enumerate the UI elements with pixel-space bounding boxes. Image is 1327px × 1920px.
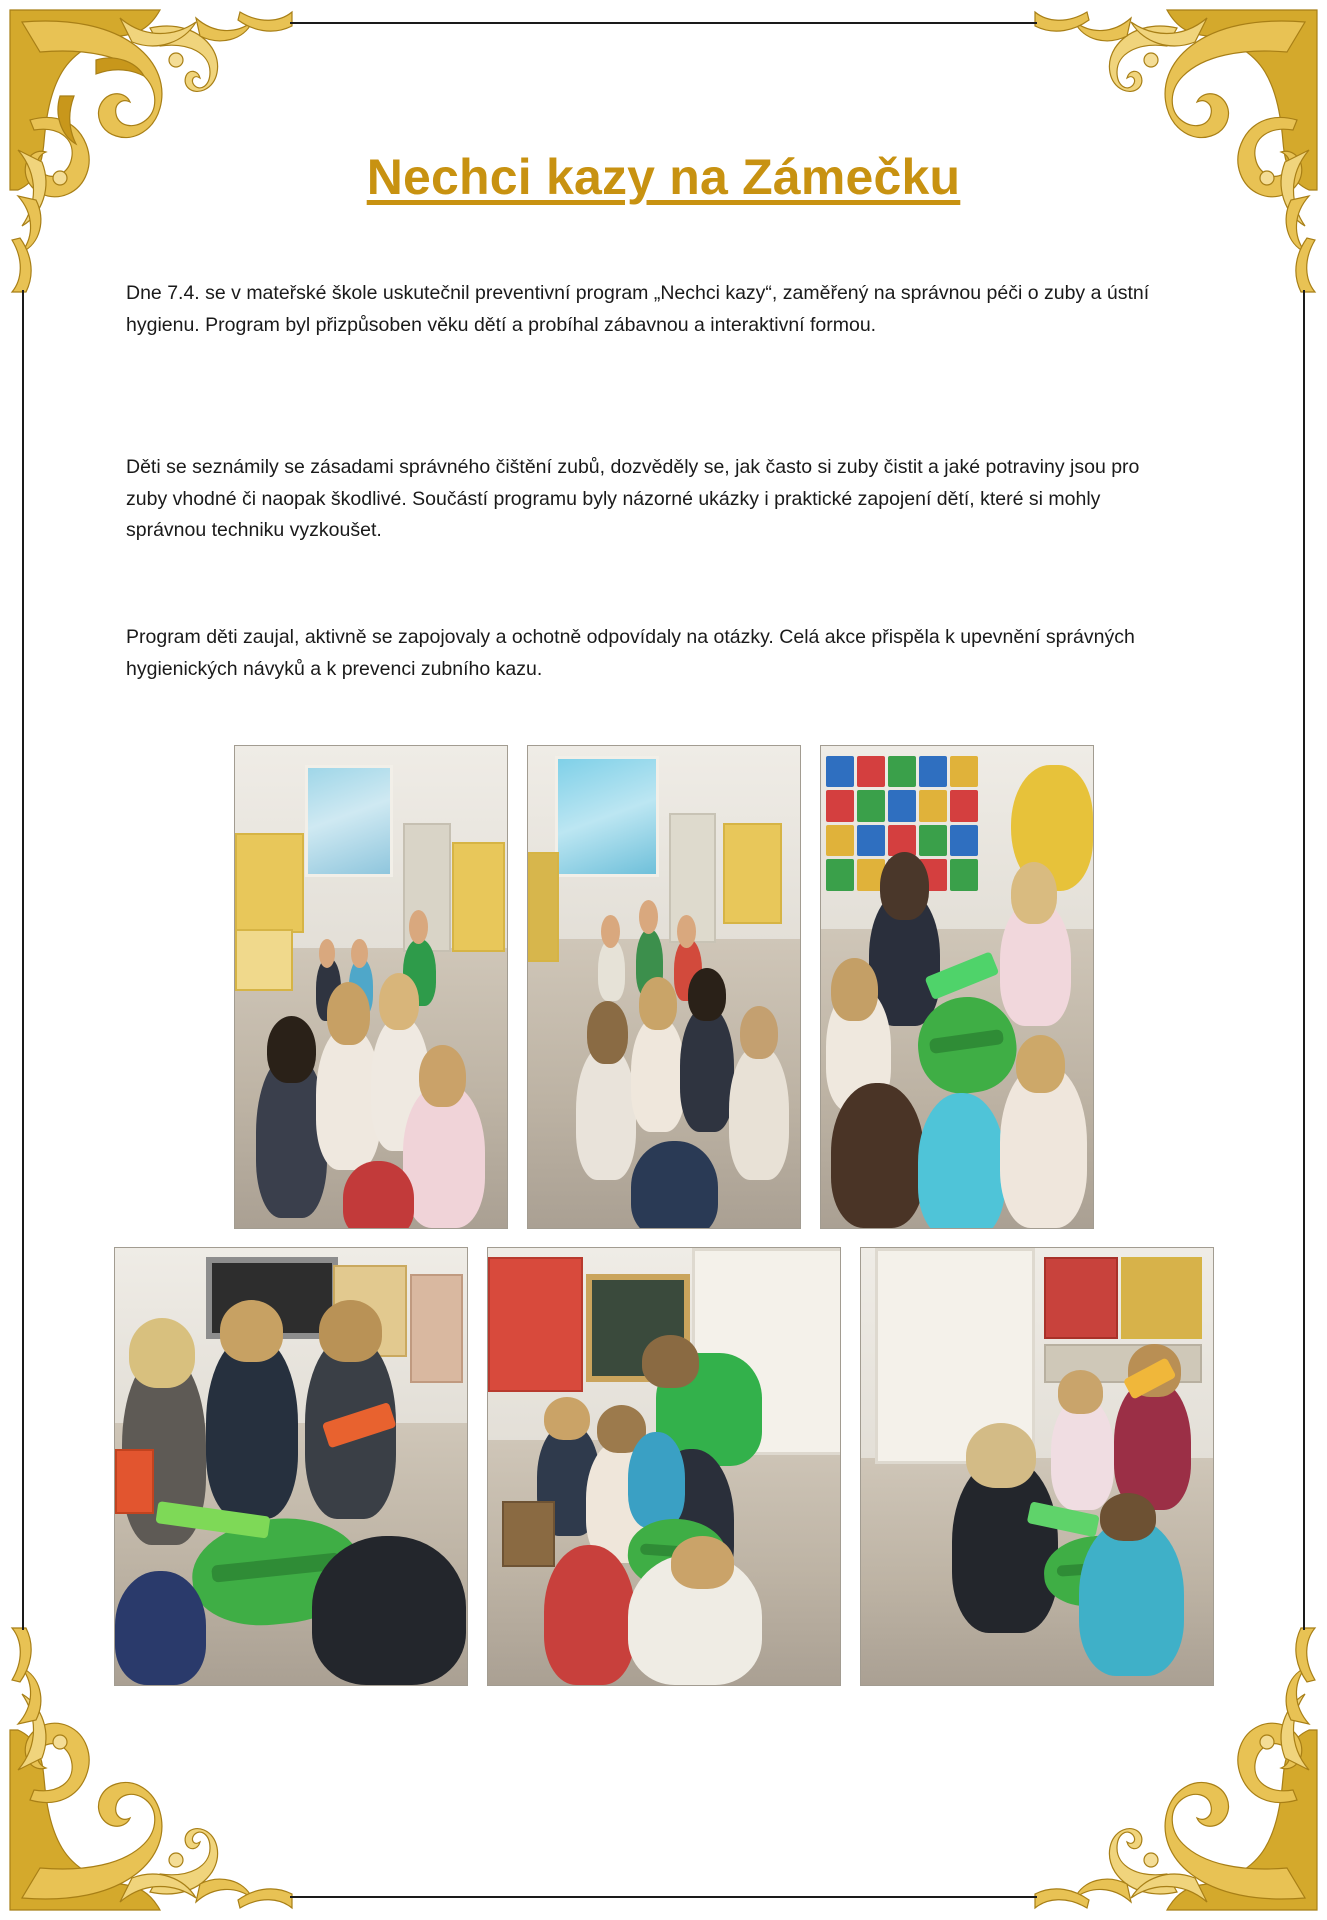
paragraph-intro: Dne 7.4. se v mateřské škole uskutečnil preventivní program „Nechci kazy“, zaměřený na správnou péči o zuby a ústní hygienu. Program byl přizpůsoben věku dětí a probíhal zábavnou a interaktivní formou. bbox=[126, 282, 1150, 336]
paragraph-summary: Program děti zaujal, aktivně se zapojovaly a ochotně odpovídaly na otázky. Celá akce přispěla k upevnění správných hygienických návyků a k prevenci zubního kazu. bbox=[126, 626, 1135, 680]
photo-classroom-circle-2 bbox=[527, 745, 801, 1229]
frame-edge-top bbox=[290, 22, 1037, 24]
photo-row-top bbox=[0, 745, 1327, 1229]
photo-row-bottom bbox=[0, 1247, 1327, 1686]
frame-edge-bottom bbox=[290, 1896, 1037, 1898]
paragraph-content: Děti se seznámily se zásadami správného čištění zubů, dozvěděly se, jak často si zuby čistit a jaké potraviny jsou pro zuby vhodné či naopak škodlivé. Součástí programu byly názorné ukázky i praktické zapojení dětí, které si mohly správnou techniku vyzkoušet. bbox=[126, 456, 1140, 542]
photo-teacher-with-children bbox=[487, 1247, 841, 1686]
photo-crocodile-demo-1 bbox=[820, 745, 1094, 1229]
photo-gallery bbox=[0, 745, 1327, 1686]
page-title: Nechci kazy na Zámečku bbox=[366, 149, 961, 205]
photo-crocodile-demo-3 bbox=[860, 1247, 1214, 1686]
photo-classroom-circle-1 bbox=[234, 745, 508, 1229]
photo-crocodile-demo-2 bbox=[114, 1247, 468, 1686]
